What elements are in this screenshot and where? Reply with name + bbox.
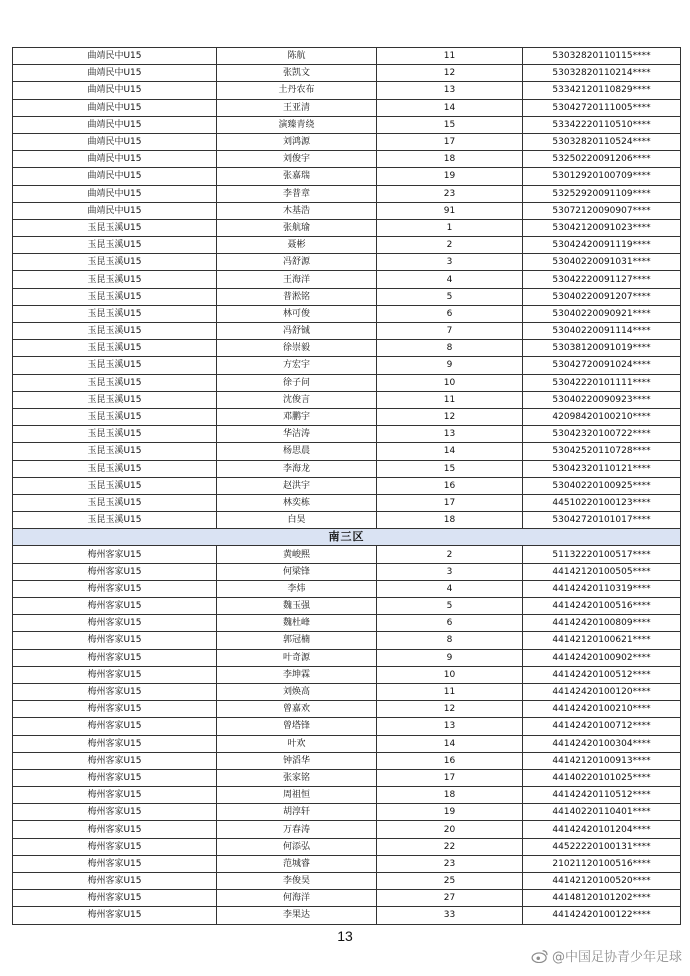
team-cell: 曲靖民中U15 [13,185,217,202]
table-row [13,254,681,271]
jersey-number-cell: 10 [377,666,523,683]
player-name-cell: 王亚清 [217,99,377,116]
table-row [13,151,681,168]
table-row [13,65,681,82]
jersey-number-cell: 11 [377,391,523,408]
table-row [13,873,681,890]
table-row [13,580,681,597]
id-number-cell: 44142420110512**** [523,787,681,804]
table-row [13,477,681,494]
team-cell: 梅州客家U15 [13,615,217,632]
table-row [13,48,681,65]
player-name-cell: 陈航 [217,48,377,65]
team-cell: 玉昆玉溪U15 [13,288,217,305]
team-cell: 梅州客家U15 [13,907,217,924]
team-cell: 玉昆玉溪U15 [13,426,217,443]
id-number-cell: 53042420091119**** [523,237,681,254]
jersey-number-cell: 33 [377,907,523,924]
id-number-cell: 53038120091019**** [523,340,681,357]
id-number-cell: 51132220100517**** [523,546,681,563]
table-row [13,735,681,752]
table-row [13,202,681,219]
jersey-number-cell: 6 [377,615,523,632]
id-number-cell: 44142420100122**** [523,907,681,924]
table-row [13,426,681,443]
jersey-number-cell: 15 [377,116,523,133]
jersey-number-cell: 25 [377,873,523,890]
jersey-number-cell: 4 [377,271,523,288]
team-cell: 玉昆玉溪U15 [13,443,217,460]
id-number-cell: 21021120100516**** [523,855,681,872]
team-cell: 梅州客家U15 [13,769,217,786]
table-row [13,185,681,202]
id-number-cell: 44142420100902**** [523,649,681,666]
id-number-cell: 44142420100712**** [523,718,681,735]
team-cell: 梅州客家U15 [13,735,217,752]
table-row [13,408,681,425]
id-number-cell: 53072120090907**** [523,202,681,219]
team-cell: 梅州客家U15 [13,632,217,649]
id-number-cell: 44510220100123**** [523,494,681,511]
team-cell: 玉昆玉溪U15 [13,512,217,529]
id-number-cell: 42098420100210**** [523,408,681,425]
id-number-cell: 44140220101025**** [523,769,681,786]
team-cell: 玉昆玉溪U15 [13,305,217,322]
table-row [13,563,681,580]
team-cell: 曲靖民中U15 [13,48,217,65]
jersey-number-cell: 13 [377,426,523,443]
player-name-cell: 杨思晨 [217,443,377,460]
team-cell: 玉昆玉溪U15 [13,219,217,236]
section-header: 南三区 [13,529,681,546]
team-cell: 玉昆玉溪U15 [13,340,217,357]
team-cell: 梅州客家U15 [13,752,217,769]
table-row [13,907,681,924]
team-cell: 玉昆玉溪U15 [13,271,217,288]
team-cell: 梅州客家U15 [13,683,217,700]
jersey-number-cell: 16 [377,477,523,494]
team-cell: 梅州客家U15 [13,821,217,838]
roster-table [12,47,681,925]
team-cell: 玉昆玉溪U15 [13,460,217,477]
table-row [13,821,681,838]
table-row [13,598,681,615]
id-number-cell: 53040220091031**** [523,254,681,271]
jersey-number-cell: 8 [377,340,523,357]
player-name-cell: 徐崇毅 [217,340,377,357]
team-cell: 梅州客家U15 [13,563,217,580]
jersey-number-cell: 2 [377,546,523,563]
id-number-cell: 53042220101111**** [523,374,681,391]
table-row [13,752,681,769]
player-name-cell: 钟滔华 [217,752,377,769]
team-cell: 梅州客家U15 [13,580,217,597]
id-number-cell: 53342220110510**** [523,116,681,133]
jersey-number-cell: 12 [377,701,523,718]
table-row [13,512,681,529]
player-name-cell: 李坤霖 [217,666,377,683]
table-row [13,237,681,254]
id-number-cell: 44148120101202**** [523,890,681,907]
player-name-cell: 魏杜峰 [217,615,377,632]
jersey-number-cell: 19 [377,804,523,821]
jersey-number-cell: 14 [377,99,523,116]
jersey-number-cell: 12 [377,65,523,82]
team-cell: 梅州客家U15 [13,718,217,735]
watermark-text: @中国足协青少年足球 [551,950,682,965]
team-cell: 玉昆玉溪U15 [13,494,217,511]
team-cell: 玉昆玉溪U15 [13,477,217,494]
team-cell: 曲靖民中U15 [13,202,217,219]
player-name-cell: 张凯文 [217,65,377,82]
table-row [13,683,681,700]
player-name-cell: 魏玉强 [217,598,377,615]
table-row [13,632,681,649]
table-row [13,615,681,632]
table-row [13,460,681,477]
jersey-number-cell: 14 [377,443,523,460]
team-cell: 曲靖民中U15 [13,99,217,116]
team-cell: 梅州客家U15 [13,855,217,872]
jersey-number-cell: 11 [377,48,523,65]
team-cell: 梅州客家U15 [13,546,217,563]
id-number-cell: 53040220091207**** [523,288,681,305]
watermark [531,946,682,965]
team-cell: 曲靖民中U15 [13,82,217,99]
player-name-cell: 李海龙 [217,460,377,477]
jersey-number-cell: 13 [377,718,523,735]
team-cell: 梅州客家U15 [13,890,217,907]
jersey-number-cell: 14 [377,735,523,752]
player-name-cell: 万春涛 [217,821,377,838]
id-number-cell: 53042720091024**** [523,357,681,374]
team-cell: 曲靖民中U15 [13,133,217,150]
player-name-cell: 李炜 [217,580,377,597]
jersey-number-cell: 11 [377,683,523,700]
jersey-number-cell: 5 [377,288,523,305]
team-cell: 曲靖民中U15 [13,116,217,133]
page-number: 13 [337,928,353,944]
roster-table-body [13,48,681,925]
player-name-cell: 李果达 [217,907,377,924]
table-row [13,855,681,872]
jersey-number-cell: 17 [377,769,523,786]
id-number-cell: 53342120110829**** [523,82,681,99]
player-name-cell: 沈俊言 [217,391,377,408]
jersey-number-cell: 18 [377,151,523,168]
jersey-number-cell: 15 [377,460,523,477]
jersey-number-cell: 22 [377,838,523,855]
table-row [13,357,681,374]
jersey-number-cell: 2 [377,237,523,254]
team-cell: 梅州客家U15 [13,873,217,890]
player-name-cell: 王海洋 [217,271,377,288]
weibo-logo-icon [531,949,549,963]
section-header-row [13,529,681,546]
id-number-cell: 53032820110524**** [523,133,681,150]
team-cell: 梅州客家U15 [13,838,217,855]
player-name-cell: 刘焕高 [217,683,377,700]
jersey-number-cell: 18 [377,787,523,804]
id-number-cell: 53040220091114**** [523,323,681,340]
jersey-number-cell: 8 [377,632,523,649]
team-cell: 梅州客家U15 [13,649,217,666]
jersey-number-cell: 23 [377,185,523,202]
id-number-cell: 44142420110319**** [523,580,681,597]
player-name-cell: 何添弘 [217,838,377,855]
player-name-cell: 木基浩 [217,202,377,219]
id-number-cell: 44142120100913**** [523,752,681,769]
id-number-cell: 44522220100131**** [523,838,681,855]
jersey-number-cell: 10 [377,374,523,391]
id-number-cell: 53250220091206**** [523,151,681,168]
table-row [13,168,681,185]
id-number-cell: 53032820110214**** [523,65,681,82]
player-name-cell: 何海洋 [217,890,377,907]
jersey-number-cell: 91 [377,202,523,219]
id-number-cell: 44142120100520**** [523,873,681,890]
player-name-cell: 徐子问 [217,374,377,391]
table-row [13,838,681,855]
jersey-number-cell: 27 [377,890,523,907]
player-name-cell: 张嘉瑞 [217,168,377,185]
jersey-number-cell: 17 [377,494,523,511]
jersey-number-cell: 3 [377,563,523,580]
team-cell: 梅州客家U15 [13,701,217,718]
team-cell: 梅州客家U15 [13,787,217,804]
player-name-cell: 叶奇源 [217,649,377,666]
team-cell: 梅州客家U15 [13,598,217,615]
team-cell: 梅州客家U15 [13,666,217,683]
player-name-cell: 周祖恒 [217,787,377,804]
player-name-cell: 何梁锋 [217,563,377,580]
table-row [13,787,681,804]
table-row [13,288,681,305]
player-name-cell: 林奕栋 [217,494,377,511]
player-name-cell: 邓鹏宇 [217,408,377,425]
table-row [13,99,681,116]
team-cell: 梅州客家U15 [13,804,217,821]
player-name-cell: 胡淳轩 [217,804,377,821]
table-row [13,649,681,666]
id-number-cell: 44142420100210**** [523,701,681,718]
player-name-cell: 演臻青绕 [217,116,377,133]
table-row [13,219,681,236]
player-name-cell: 李俊昊 [217,873,377,890]
player-name-cell: 冯舒源 [217,254,377,271]
jersey-number-cell: 17 [377,133,523,150]
id-number-cell: 44142420100304**** [523,735,681,752]
jersey-number-cell: 18 [377,512,523,529]
id-number-cell: 44142420101204**** [523,821,681,838]
table-row [13,804,681,821]
team-cell: 曲靖民中U15 [13,65,217,82]
table-row [13,82,681,99]
player-name-cell: 华洁涛 [217,426,377,443]
table-row [13,323,681,340]
id-number-cell: 53012920100709**** [523,168,681,185]
team-cell: 玉昆玉溪U15 [13,237,217,254]
jersey-number-cell: 12 [377,408,523,425]
player-name-cell: 冯舒铖 [217,323,377,340]
team-cell: 曲靖民中U15 [13,151,217,168]
player-name-cell: 普淞铭 [217,288,377,305]
table-row [13,443,681,460]
table-row [13,116,681,133]
id-number-cell: 53032820110115**** [523,48,681,65]
jersey-number-cell: 3 [377,254,523,271]
table-row [13,769,681,786]
jersey-number-cell: 1 [377,219,523,236]
team-cell: 玉昆玉溪U15 [13,357,217,374]
id-number-cell: 44142420100512**** [523,666,681,683]
id-number-cell: 53042320110121**** [523,460,681,477]
id-number-cell: 44140220110401**** [523,804,681,821]
player-name-cell: 张家铭 [217,769,377,786]
jersey-number-cell: 9 [377,649,523,666]
jersey-number-cell: 20 [377,821,523,838]
player-name-cell: 曾塔锋 [217,718,377,735]
id-number-cell: 53042120091023**** [523,219,681,236]
id-number-cell: 44142420100809**** [523,615,681,632]
team-cell: 玉昆玉溪U15 [13,323,217,340]
team-cell: 玉昆玉溪U15 [13,374,217,391]
jersey-number-cell: 7 [377,323,523,340]
id-number-cell: 53042220091127**** [523,271,681,288]
id-number-cell: 53040220090923**** [523,391,681,408]
player-name-cell: 林可俊 [217,305,377,322]
jersey-number-cell: 5 [377,598,523,615]
id-number-cell: 53042320100722**** [523,426,681,443]
player-name-cell: 李普章 [217,185,377,202]
id-number-cell: 53042720111005**** [523,99,681,116]
team-cell: 曲靖民中U15 [13,168,217,185]
player-name-cell: 方宏宇 [217,357,377,374]
jersey-number-cell: 19 [377,168,523,185]
id-number-cell: 53042720101017**** [523,512,681,529]
player-name-cell: 刘鸿源 [217,133,377,150]
jersey-number-cell: 23 [377,855,523,872]
table-row [13,890,681,907]
player-name-cell: 范城睿 [217,855,377,872]
id-number-cell: 44142120100621**** [523,632,681,649]
table-row [13,391,681,408]
table-row [13,305,681,322]
id-number-cell: 53040220090921**** [523,305,681,322]
table-row [13,666,681,683]
table-row [13,271,681,288]
jersey-number-cell: 4 [377,580,523,597]
id-number-cell: 44142120100505**** [523,563,681,580]
player-name-cell: 郭冠楠 [217,632,377,649]
jersey-number-cell: 13 [377,82,523,99]
player-name-cell: 聂彬 [217,237,377,254]
id-number-cell: 53040220100925**** [523,477,681,494]
player-name-cell: 张航瑜 [217,219,377,236]
table-row [13,494,681,511]
id-number-cell: 44142420100516**** [523,598,681,615]
player-name-cell: 曾嘉欢 [217,701,377,718]
team-cell: 玉昆玉溪U15 [13,408,217,425]
player-name-cell: 赵洪宇 [217,477,377,494]
player-name-cell: 刘俊宇 [217,151,377,168]
team-cell: 玉昆玉溪U15 [13,391,217,408]
id-number-cell: 53252920091109**** [523,185,681,202]
player-name-cell: 土丹农布 [217,82,377,99]
player-name-cell: 叶欢 [217,735,377,752]
team-cell: 玉昆玉溪U15 [13,254,217,271]
table-row [13,340,681,357]
player-name-cell: 黄峻熙 [217,546,377,563]
table-row [13,701,681,718]
table-row [13,546,681,563]
table-row [13,133,681,150]
jersey-number-cell: 6 [377,305,523,322]
id-number-cell: 44142420100120**** [523,683,681,700]
player-name-cell: 白昊 [217,512,377,529]
id-number-cell: 53042520110728**** [523,443,681,460]
jersey-number-cell: 9 [377,357,523,374]
table-row [13,718,681,735]
jersey-number-cell: 16 [377,752,523,769]
table-row [13,374,681,391]
